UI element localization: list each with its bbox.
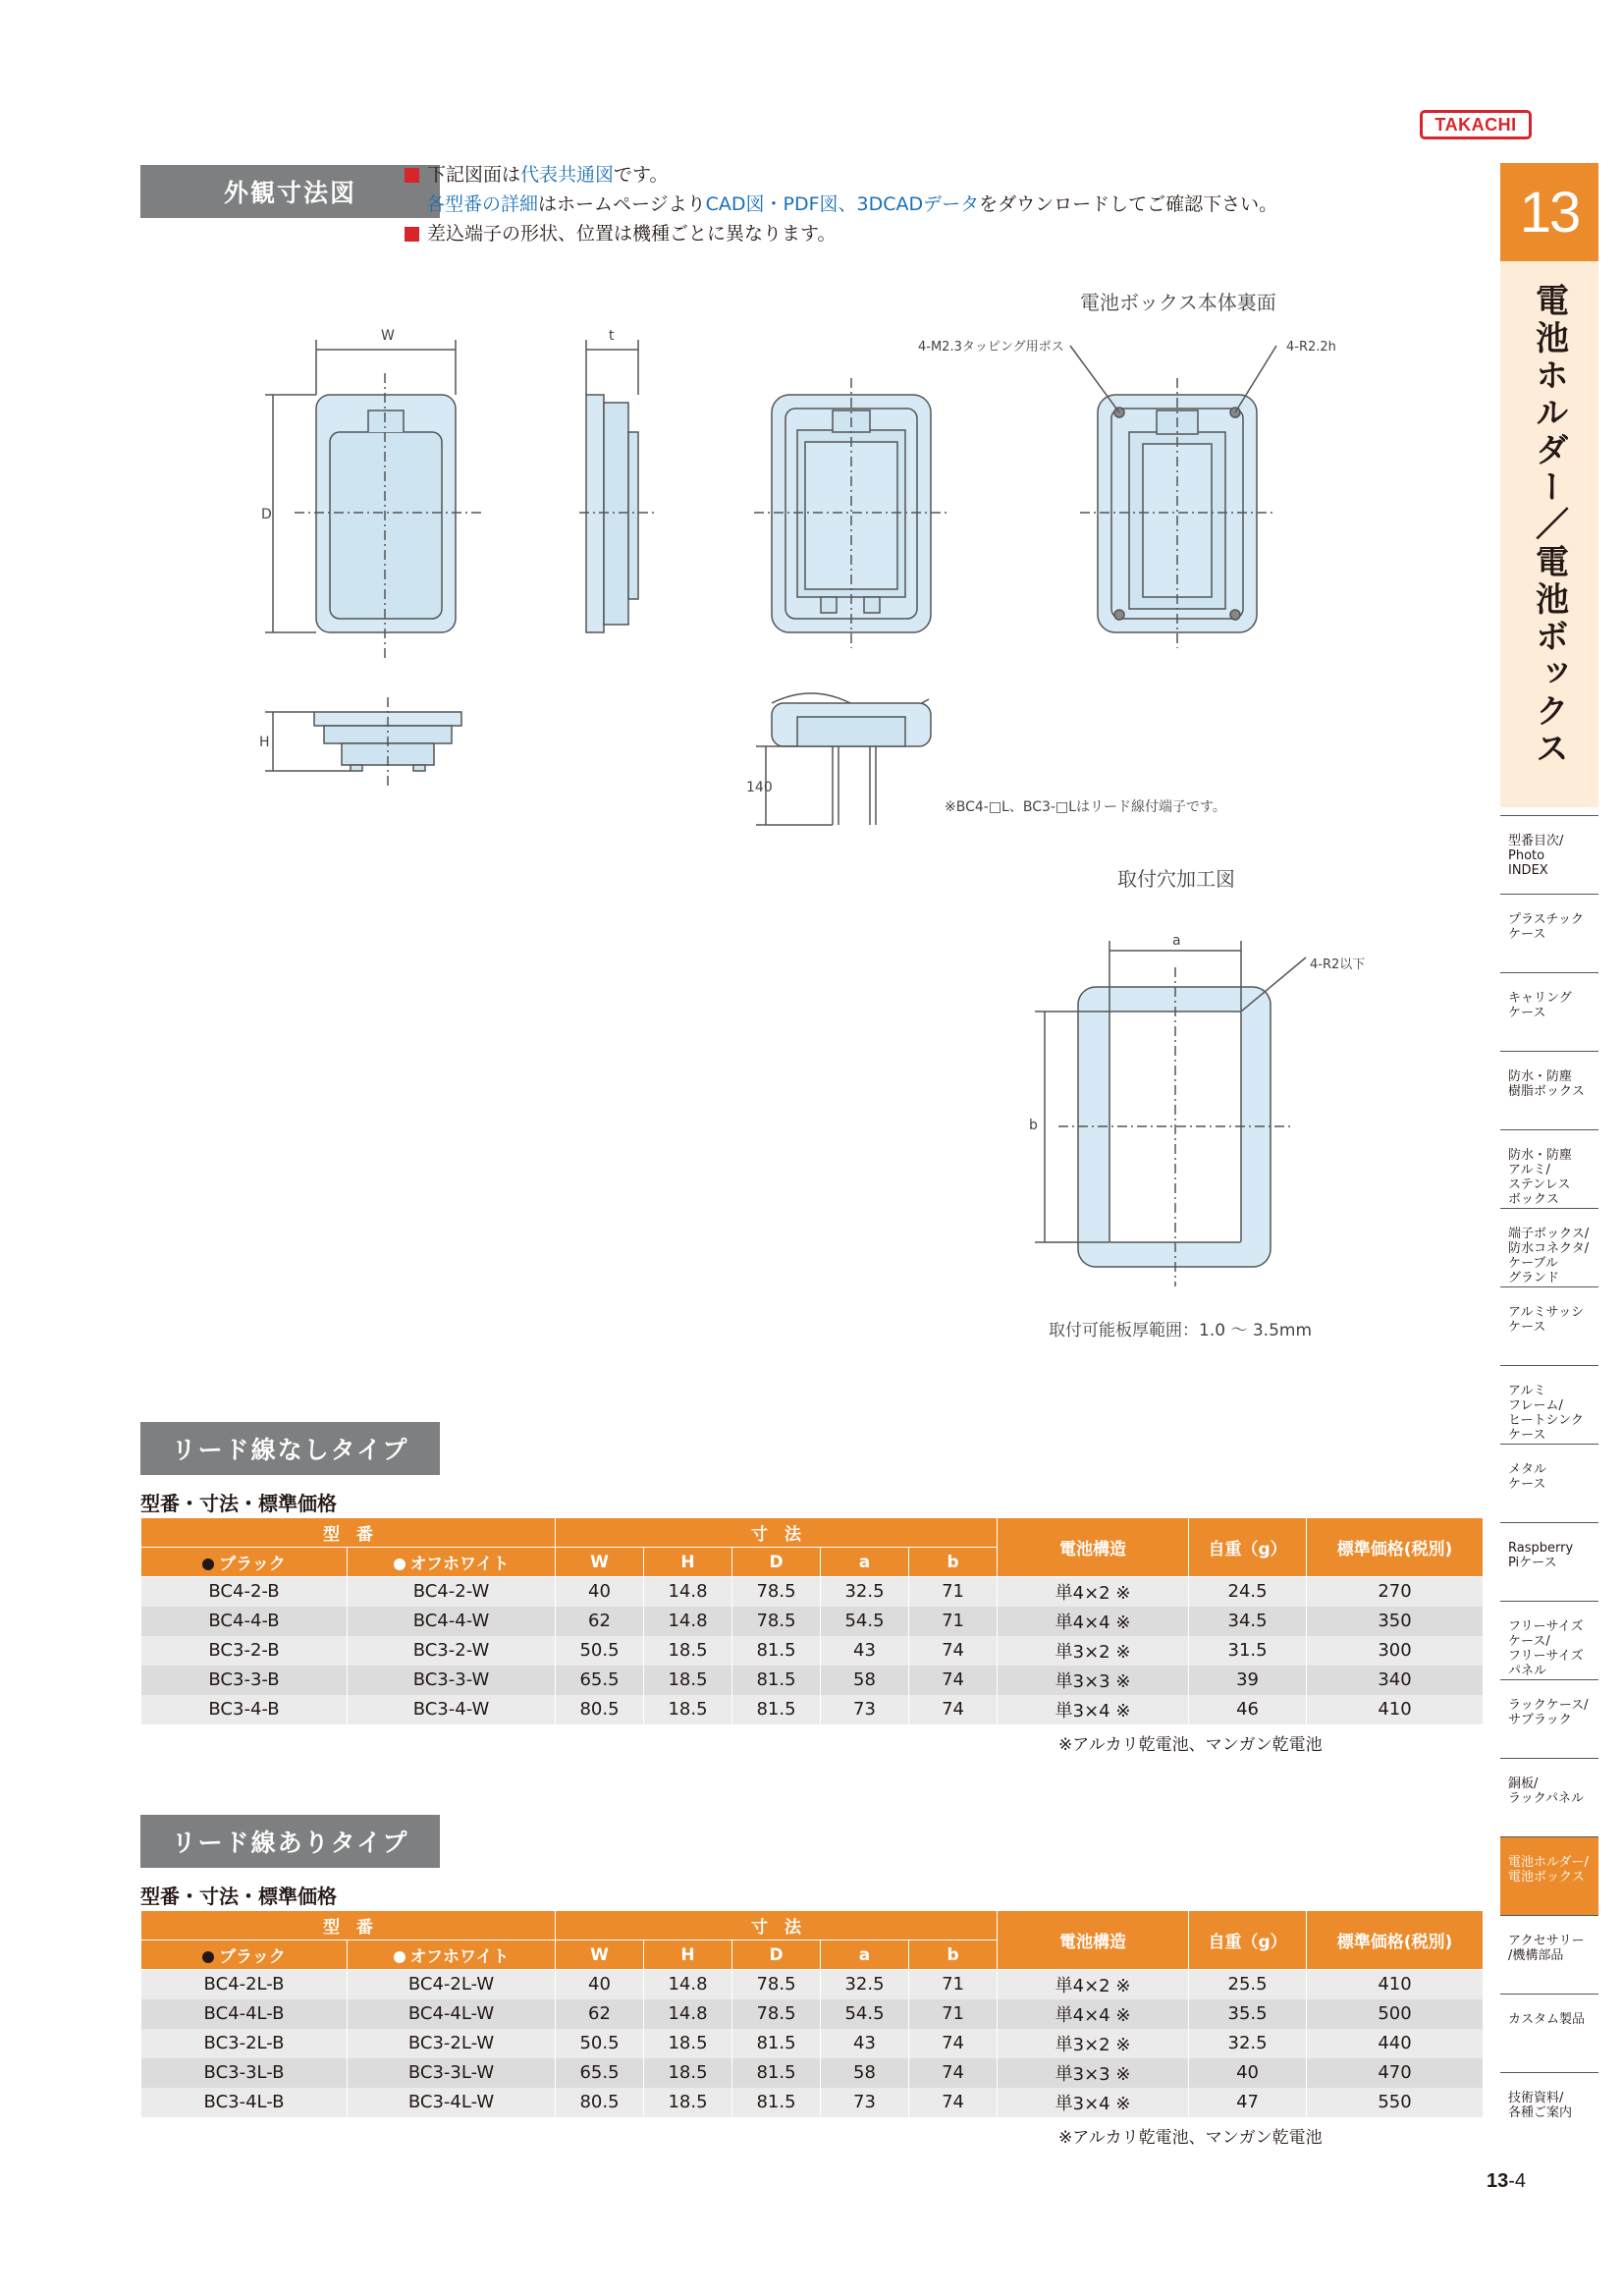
table-cell: 14.8 — [644, 1577, 732, 1607]
table-cell: 78.5 — [732, 1999, 821, 2029]
header-weight: 自重（g） — [1189, 1911, 1307, 1970]
table-cell: BC3-2L-W — [348, 2029, 556, 2058]
spec-table-no-lead — [140, 1517, 1484, 1724]
sidebar-nav-label: 端子ボックス/ — [1508, 1227, 1590, 1241]
radius-label: 4-R2.2h — [1286, 340, 1336, 355]
sidebar-nav-item[interactable] — [1500, 1601, 1598, 1679]
header-dim-col: H — [644, 1548, 732, 1577]
table-cell: 71 — [909, 1970, 998, 1999]
table-cell: 単3×2 ※ — [998, 1636, 1189, 1666]
header-black-label: ブラック — [219, 1555, 286, 1574]
table-cell: 81.5 — [732, 2029, 821, 2058]
table-cell: 単3×2 ※ — [998, 2029, 1189, 2058]
table-cell: 単4×4 ※ — [998, 1999, 1189, 2029]
note-text: はホームページより — [538, 193, 706, 215]
table-cell: BC3-2-W — [348, 1636, 556, 1666]
section-title-lead: リード線ありタイプ — [140, 1815, 440, 1868]
sidebar-nav-label: ケース — [1508, 1477, 1546, 1492]
table-cell: 31.5 — [1189, 1636, 1307, 1666]
header-white-label: オフホワイト — [409, 1555, 510, 1574]
sidebar-nav-label: 型番目次/ — [1508, 834, 1564, 848]
sidebar-nav-item[interactable] — [1500, 815, 1598, 894]
sidebar-nav-label: キャリング — [1508, 991, 1572, 1006]
table-cell: 46 — [1189, 1695, 1307, 1724]
table-cell: BC4-2L-B — [141, 1970, 348, 1999]
table-cell: 62 — [556, 1607, 644, 1636]
table-cell: BC3-2L-B — [141, 2029, 348, 2058]
sidebar-nav-label: パネル — [1508, 1664, 1547, 1678]
chapter-number: 13 — [1500, 163, 1598, 261]
table-row — [141, 2058, 1484, 2088]
table-cell: 14.8 — [644, 1607, 732, 1636]
header-dim-col: W — [556, 1548, 644, 1577]
table-cell: 32.5 — [1189, 2029, 1307, 2058]
header-dim-col: D — [732, 1548, 821, 1577]
table-row — [141, 1970, 1484, 1999]
table-cell: 18.5 — [644, 1695, 732, 1724]
table-cell: 78.5 — [732, 1577, 821, 1607]
sidebar-nav-label: /機構部品 — [1508, 1948, 1564, 1963]
sidebar-nav-label: フレーム/ — [1508, 1398, 1563, 1413]
sidebar-nav-item[interactable] — [1500, 972, 1598, 1051]
sidebar-nav-item[interactable] — [1500, 1994, 1598, 2072]
black-dot-icon — [202, 1951, 214, 1963]
table-cell: 62 — [556, 1999, 644, 2029]
table-cell: 14.8 — [644, 1999, 732, 2029]
sidebar-nav-item[interactable] — [1500, 1836, 1598, 1915]
header-black — [141, 1941, 348, 1970]
table-cell: 単4×2 ※ — [998, 1970, 1189, 1999]
header-price: 標準価格(税別) — [1307, 1518, 1484, 1577]
table-cell: 54.5 — [821, 1999, 909, 2029]
table-cell: 81.5 — [732, 2058, 821, 2088]
chapter-title-text: 電池ホルダー／電池ボックス — [1529, 283, 1569, 768]
sidebar-nav-label: Photo — [1508, 848, 1545, 863]
sidebar-nav-label: サブラック — [1508, 1713, 1572, 1727]
header-battery: 電池構造 — [998, 1518, 1189, 1577]
header-dim-col: H — [644, 1941, 732, 1970]
table-cell: 80.5 — [556, 2088, 644, 2117]
sidebar-nav-label: 電池ボックス — [1508, 1870, 1585, 1885]
table-cell: 18.5 — [644, 1666, 732, 1695]
page-index: 4 — [1514, 2170, 1527, 2192]
table-cell: 74 — [909, 1636, 998, 1666]
table-cell: 71 — [909, 1999, 998, 2029]
sidebar-nav-label: ケース/ — [1508, 1634, 1550, 1649]
note-text: をダウンロードしてご確認下さい。 — [979, 193, 1278, 215]
sidebar-nav-label: 樹脂ボックス — [1508, 1084, 1585, 1099]
note-text: 差込端子の形状、位置は機種ごとに異なります。 — [427, 223, 837, 245]
chapter-title — [1500, 261, 1598, 807]
table-no-lead-subtitle: 型番・寸法・標準価格 — [140, 1492, 337, 1515]
table-cell: 550 — [1307, 2088, 1484, 2117]
white-dot-icon — [394, 1558, 406, 1570]
sidebar-nav-label: フリーサイズ — [1508, 1619, 1584, 1634]
table-cell: BC3-4L-B — [141, 2088, 348, 2117]
table-cell: 14.8 — [644, 1970, 732, 1999]
header-price: 標準価格(税別) — [1307, 1911, 1484, 1970]
sidebar-nav-label: ケース — [1508, 1320, 1546, 1335]
table-cell: BC4-2L-W — [348, 1970, 556, 1999]
sidebar-nav-label: 防水・防塵 — [1508, 1069, 1573, 1084]
table-cell: BC3-3-W — [348, 1666, 556, 1695]
sidebar-nav-item[interactable] — [1500, 1129, 1598, 1208]
header-white — [348, 1941, 556, 1970]
sidebar-nav-item[interactable] — [1500, 894, 1598, 972]
table-cell: 71 — [909, 1607, 998, 1636]
table-cell: 43 — [821, 2029, 909, 2058]
sidebar-nav-item[interactable] — [1500, 1208, 1598, 1286]
sidebar-nav-item[interactable] — [1500, 2072, 1598, 2151]
table-cell: 58 — [821, 1666, 909, 1695]
table-cell: 80.5 — [556, 1695, 644, 1724]
sidebar-nav-label: INDEX — [1508, 863, 1548, 878]
table-cell: 単4×4 ※ — [998, 1607, 1189, 1636]
sidebar-nav-label: ケース — [1508, 1006, 1546, 1020]
header-weight: 自重（g） — [1189, 1518, 1307, 1577]
table-row — [141, 1607, 1484, 1636]
dim-h-label: H — [259, 735, 270, 750]
header-battery: 電池構造 — [998, 1911, 1189, 1970]
table-row — [141, 1695, 1484, 1724]
sidebar-nav-label: 各種ご案内 — [1508, 2105, 1573, 2120]
table-cell: BC4-4-W — [348, 1607, 556, 1636]
table-cell: 74 — [909, 1666, 998, 1695]
table-cell: 81.5 — [732, 2088, 821, 2117]
sidebar-nav-label: ケース — [1508, 1428, 1546, 1443]
table-row — [141, 2029, 1484, 2058]
header-dim-col: W — [556, 1941, 644, 1970]
back-view-title: 電池ボックス本体裏面 — [1080, 291, 1276, 314]
dim-lead-label: 140 — [746, 780, 773, 795]
sidebar-nav-label: グランド — [1508, 1271, 1560, 1285]
sidebar-nav-label: 電池ホルダー/ — [1508, 1855, 1589, 1870]
table-cell: 78.5 — [732, 1970, 821, 1999]
table-cell: 300 — [1307, 1636, 1484, 1666]
table-cell: 81.5 — [732, 1695, 821, 1724]
table-cell: 単4×2 ※ — [998, 1577, 1189, 1607]
cutout-b-label: b — [1029, 1118, 1038, 1133]
table-cell: 340 — [1307, 1666, 1484, 1695]
tap-boss-label: 4-M2.3タッピング用ボス — [918, 340, 1064, 355]
sidebar-nav-label: ヒートシンク — [1508, 1413, 1584, 1428]
table-cell: 43 — [821, 1636, 909, 1666]
table-cell: BC4-4-B — [141, 1607, 348, 1636]
table-cell: 40 — [556, 1577, 644, 1607]
table-cell: 40 — [556, 1970, 644, 1999]
table-cell: 270 — [1307, 1577, 1484, 1607]
table-cell: 18.5 — [644, 2029, 732, 2058]
section-title-no-lead: リード線なしタイプ — [140, 1422, 440, 1475]
sidebar-nav-label: Raspberry — [1508, 1541, 1574, 1556]
header-dim-col: D — [732, 1941, 821, 1970]
sidebar-nav-label: アルミ — [1508, 1384, 1546, 1398]
table-no-lead-footnote: ※アルカリ乾電池、マンガン乾電池 — [1058, 1735, 1323, 1755]
sidebar-nav-label: ラックケース/ — [1508, 1698, 1589, 1713]
section-title-drawings: 外観寸法図 — [140, 165, 440, 218]
table-cell: 50.5 — [556, 1636, 644, 1666]
table-cell: 58 — [821, 2058, 909, 2088]
table-row — [141, 1666, 1484, 1695]
table-cell: BC3-4L-W — [348, 2088, 556, 2117]
table-cell: 410 — [1307, 1695, 1484, 1724]
table-cell: 74 — [909, 2088, 998, 2117]
header-black-label: ブラック — [219, 1947, 286, 1967]
sidebar-nav-label: ステンレス — [1508, 1177, 1571, 1192]
table-lead-subtitle: 型番・寸法・標準価格 — [140, 1885, 337, 1908]
table-cell: 47 — [1189, 2088, 1307, 2117]
sidebar-nav-item[interactable] — [1500, 1444, 1598, 1522]
table-lead-footnote: ※アルカリ乾電池、マンガン乾電池 — [1058, 2128, 1323, 2148]
white-dot-icon — [394, 1951, 406, 1963]
table-cell: 18.5 — [644, 2058, 732, 2088]
sidebar-nav-label: アルミ/ — [1508, 1163, 1550, 1177]
table-cell: 18.5 — [644, 2088, 732, 2117]
table-cell: 単3×3 ※ — [998, 1666, 1189, 1695]
table-row — [141, 1636, 1484, 1666]
table-cell: 470 — [1307, 2058, 1484, 2088]
lead-note: ※BC4-□L、BC3-□Lはリード線付端子です。 — [945, 799, 1226, 815]
table-cell: 32.5 — [821, 1970, 909, 1999]
sidebar-nav-label: ケース — [1508, 927, 1546, 942]
sidebar-nav-item[interactable] — [1500, 1051, 1598, 1129]
header-white-label: オフホワイト — [409, 1947, 510, 1967]
sidebar-nav-label: アクセサリー — [1508, 1934, 1585, 1948]
sidebar-nav-item[interactable] — [1500, 1915, 1598, 1994]
table-cell: 73 — [821, 1695, 909, 1724]
sidebar-nav-item[interactable] — [1500, 1679, 1598, 1758]
page-chapter: 13 — [1487, 2170, 1509, 2192]
sidebar-nav-item[interactable] — [1500, 1522, 1598, 1601]
black-dot-icon — [202, 1558, 214, 1570]
sidebar-nav-label: Piケース — [1508, 1556, 1557, 1570]
header-dimensions: 寸 法 — [556, 1911, 998, 1941]
table-cell: 81.5 — [732, 1666, 821, 1695]
table-cell: BC4-4L-W — [348, 1999, 556, 2029]
table-cell: BC4-2-B — [141, 1577, 348, 1607]
table-cell: 18.5 — [644, 1636, 732, 1666]
table-row — [141, 2088, 1484, 2117]
table-cell: 78.5 — [732, 1607, 821, 1636]
header-black — [141, 1548, 348, 1577]
table-cell: 73 — [821, 2088, 909, 2117]
table-cell: 単3×3 ※ — [998, 2058, 1189, 2088]
note-link[interactable]: CAD図・PDF図、3DCADデータ — [705, 193, 980, 215]
dim-t-label: t — [609, 328, 615, 344]
table-row — [141, 1577, 1484, 1607]
table-cell: 24.5 — [1189, 1577, 1307, 1607]
table-cell: 81.5 — [732, 1636, 821, 1666]
chapter-sidebar — [1500, 163, 1598, 2151]
note-link[interactable]: 各型番の詳細 — [426, 193, 539, 215]
table-cell: 34.5 — [1189, 1607, 1307, 1636]
sidebar-nav-label: ボックス — [1508, 1192, 1559, 1207]
dim-d-label: D — [261, 507, 272, 522]
table-cell: BC4-2-W — [348, 1577, 556, 1607]
table-cell: BC3-4-W — [348, 1695, 556, 1724]
sidebar-nav-label: フリーサイズ — [1508, 1649, 1584, 1664]
header-white — [348, 1548, 556, 1577]
header-dim-col: a — [821, 1941, 909, 1970]
brand-logo: TAKACHI — [1420, 110, 1532, 139]
header-model: 型 番 — [141, 1911, 556, 1941]
table-cell: 25.5 — [1189, 1970, 1307, 1999]
table-cell: 35.5 — [1189, 1999, 1307, 2029]
table-cell: 単3×4 ※ — [998, 1695, 1189, 1724]
sidebar-nav-label: ケーブル — [1508, 1256, 1558, 1271]
sidebar-nav-label: 技術資料/ — [1508, 2091, 1564, 2105]
note-link[interactable]: 代表共通図 — [520, 164, 615, 186]
sidebar-nav-label: 銅板/ — [1508, 1777, 1539, 1791]
table-cell: 単3×4 ※ — [998, 2088, 1189, 2117]
header-dim-col: b — [909, 1941, 998, 1970]
spec-table-lead — [140, 1910, 1484, 2117]
table-cell: 65.5 — [556, 2058, 644, 2088]
header-dimensions: 寸 法 — [556, 1518, 998, 1548]
table-cell: BC3-3L-B — [141, 2058, 348, 2088]
table-cell: BC3-3-B — [141, 1666, 348, 1695]
chapter-nav — [1500, 815, 1598, 2151]
sidebar-nav-label: アルミサッシ — [1508, 1305, 1585, 1320]
dim-w-label: W — [381, 328, 395, 344]
note-text: 下記図面は — [427, 164, 521, 186]
sidebar-nav-label: メタル — [1508, 1462, 1547, 1477]
table-cell: 350 — [1307, 1607, 1484, 1636]
sidebar-nav-label: ラックパネル — [1508, 1791, 1584, 1806]
table-cell: 74 — [909, 1695, 998, 1724]
sidebar-nav-label: プラスチック — [1508, 912, 1584, 927]
header-model: 型 番 — [141, 1518, 556, 1548]
sidebar-nav-item[interactable] — [1500, 1758, 1598, 1836]
cutout-a-label: a — [1172, 933, 1181, 949]
table-cell: 65.5 — [556, 1666, 644, 1695]
table-cell: 50.5 — [556, 2029, 644, 2058]
table-cell: BC3-3L-W — [348, 2058, 556, 2088]
table-row — [141, 1999, 1484, 2029]
cutout-radius-label: 4-R2以下 — [1310, 957, 1366, 972]
table-cell: 74 — [909, 2058, 998, 2088]
table-cell: 500 — [1307, 1999, 1484, 2029]
table-cell: 71 — [909, 1577, 998, 1607]
table-cell: 39 — [1189, 1666, 1307, 1695]
panel-range-note: 取付可能板厚範囲：1.0 ～ 3.5mm — [1049, 1321, 1312, 1340]
table-cell: 32.5 — [821, 1577, 909, 1607]
header-dim-col: b — [909, 1548, 998, 1577]
table-cell: 54.5 — [821, 1607, 909, 1636]
table-cell: 40 — [1189, 2058, 1307, 2088]
header-dim-col: a — [821, 1548, 909, 1577]
table-cell: BC4-4L-B — [141, 1999, 348, 2029]
table-cell: 440 — [1307, 2029, 1484, 2058]
cutout-title: 取付穴加工図 — [1117, 867, 1235, 891]
page-number: 13-4 — [1487, 2170, 1527, 2192]
note-text: です。 — [614, 164, 669, 186]
sidebar-nav-item[interactable] — [1500, 1286, 1598, 1365]
sidebar-nav-label: 防水コネクタ/ — [1508, 1241, 1590, 1256]
table-cell: BC3-4-B — [141, 1695, 348, 1724]
sidebar-nav-label: 防水・防塵 — [1508, 1148, 1573, 1163]
table-cell: 74 — [909, 2029, 998, 2058]
table-cell: BC3-2-B — [141, 1636, 348, 1666]
sidebar-nav-item[interactable] — [1500, 1365, 1598, 1444]
table-cell: 410 — [1307, 1970, 1484, 1999]
sidebar-nav-label: カスタム製品 — [1508, 2012, 1586, 2027]
